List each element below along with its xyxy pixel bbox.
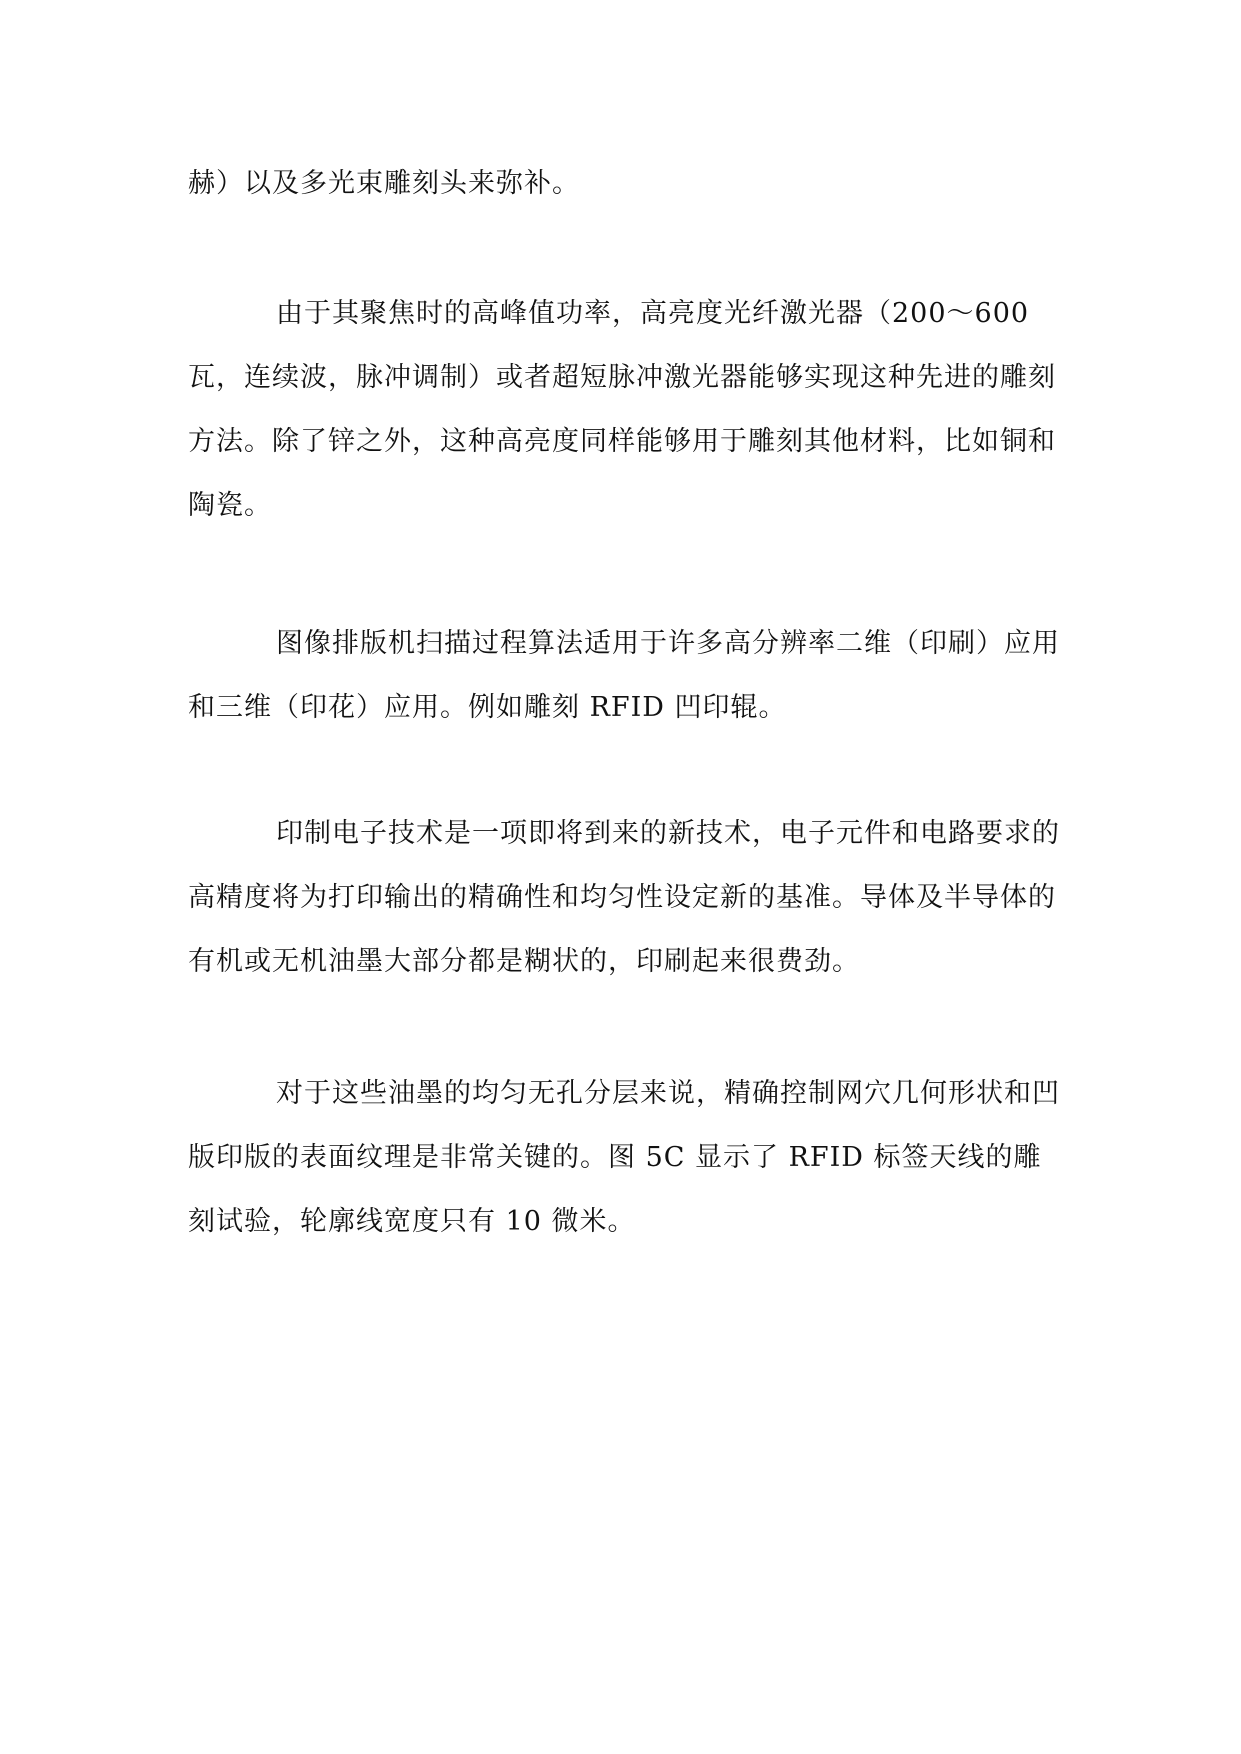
paragraph-rfid-antenna <box>188 1062 1068 1254</box>
paragraph-text: 印制电子技术是一项即将到来的新技术，电子元件和电路要求的高精度将为打印输出的精确性和均匀性设定新的基准。导体及半导体的有机或无机油墨大部分都是糊状的，印刷起来很费劲。 <box>188 818 1060 977</box>
paragraph-continuation <box>188 152 1068 216</box>
paragraph-text: 对于这些油墨的均匀无孔分层来说，精确控制网穴几何形状和凹版印版的表面纹理是非常关键的。图 5C 显示了 RFID 标签天线的雕刻试验，轮廓线宽度只有 10 微米。 <box>188 1078 1060 1237</box>
paragraph-text: 由于其聚焦时的高峰值功率，高亮度光纤激光器（200～600瓦，连续波，脉冲调制）或者超短脉冲激光器能够实现这种先进的雕刻方法。除了锌之外，这种高亮度同样能够用于雕刻其他材料，比如铜和陶瓷。 <box>188 298 1056 521</box>
paragraph-text: 图像排版机扫描过程算法适用于许多高分辨率二维（印刷）应用和三维（印花）应用。例如雕刻 RFID 凹印辊。 <box>188 628 1060 723</box>
paragraph-text: 赫）以及多光束雕刻头来弥补。 <box>188 168 580 199</box>
paragraph-scanning-algorithm <box>188 612 1068 740</box>
paragraph-fiber-laser <box>188 282 1068 538</box>
paragraph-printed-electronics <box>188 802 1068 994</box>
